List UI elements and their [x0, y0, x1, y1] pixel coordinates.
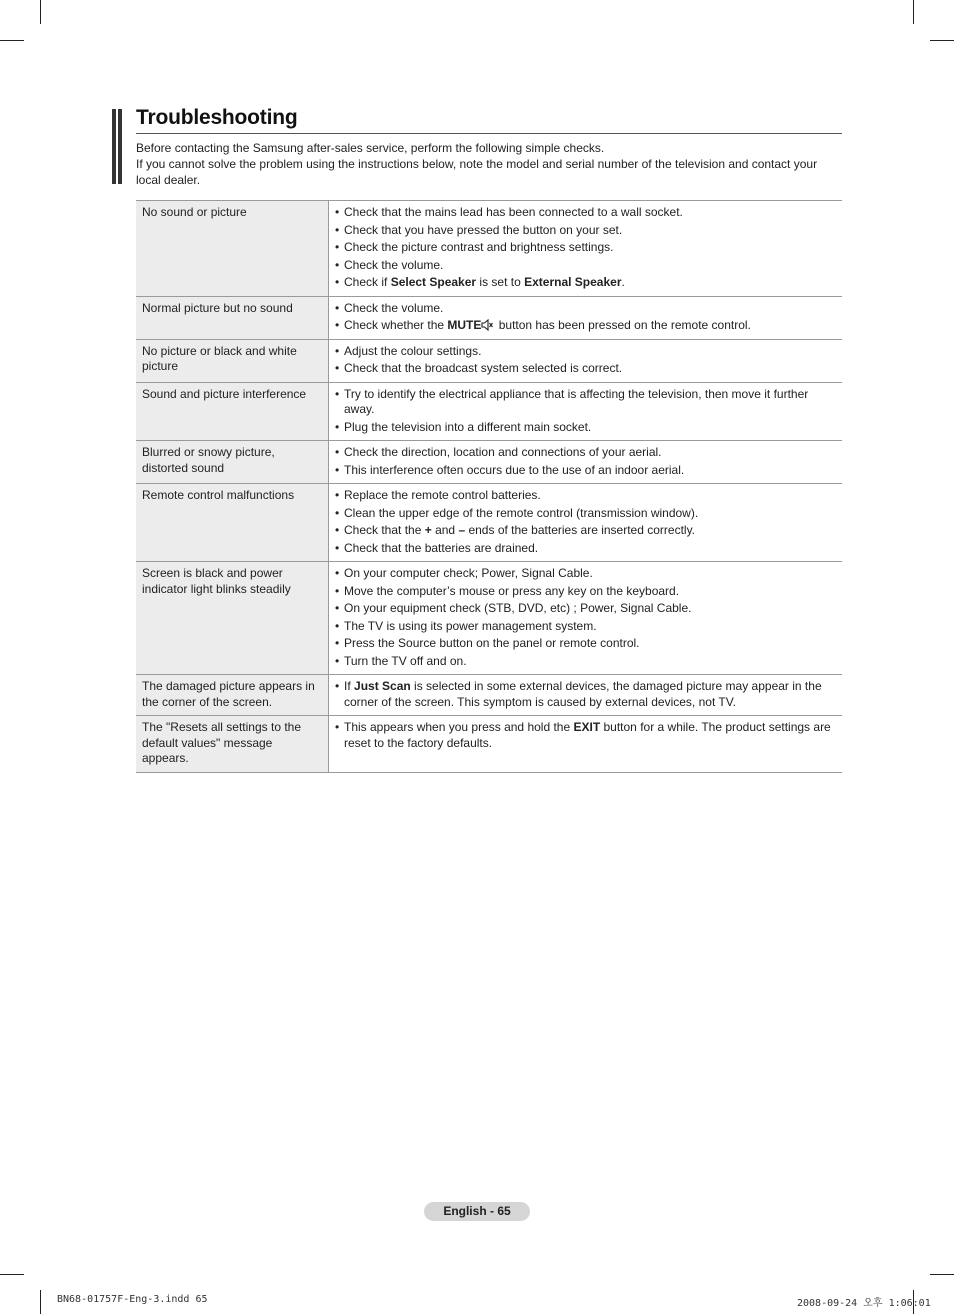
crop-mark — [930, 40, 954, 41]
problem-cell: No sound or picture — [136, 201, 329, 297]
solution-cell — [329, 339, 843, 382]
solution-item: • Check the volume. — [335, 258, 836, 274]
solution-item: • Check that the broadcast system selected is correct. — [335, 361, 836, 377]
solution-item: • This appears when you press and hold the EXIT button for a while. The product settings are reset to the factory defaults. — [335, 720, 836, 751]
solution-item: • If Just Scan is selected in some external devices, the damaged picture may appear in the corner of the screen. This symptom is caused by external devices, not TV. — [335, 679, 836, 710]
table-row — [136, 562, 842, 675]
solution-item: • Clean the upper edge of the remote control (transmission window). — [335, 506, 836, 522]
crop-mark — [913, 0, 914, 24]
table-row — [136, 296, 842, 339]
solution-item: • On your computer check; Power, Signal Cable. — [335, 566, 836, 582]
table-row — [136, 675, 842, 716]
crop-mark — [0, 1274, 24, 1275]
problem-cell: Screen is black and power indicator light blinks steadily — [136, 562, 329, 675]
solution-cell — [329, 562, 843, 675]
solution-item: • The TV is using its power management system. — [335, 619, 836, 635]
problem-cell: Blurred or snowy picture, distorted sound — [136, 441, 329, 484]
solution-item: • Move the computer’s mouse or press any key on the keyboard. — [335, 584, 836, 600]
mute-icon — [481, 319, 494, 331]
title-divider — [136, 133, 842, 134]
solution-list — [335, 445, 836, 478]
solution-list — [335, 387, 836, 436]
table-row — [136, 201, 842, 297]
table-row — [136, 339, 842, 382]
problem-cell: Remote control malfunctions — [136, 484, 329, 562]
solution-cell — [329, 716, 843, 773]
solution-list — [335, 679, 836, 710]
solution-item: • Plug the television into a different main socket. — [335, 420, 836, 436]
solution-list — [335, 301, 836, 334]
solution-cell — [329, 201, 843, 297]
print-timestamp: 2008-09-24 오후 1:06:01 — [797, 1298, 931, 1309]
table-row — [136, 382, 842, 441]
solution-item: • Turn the TV off and on. — [335, 654, 836, 670]
solution-list — [335, 344, 836, 377]
solution-cell — [329, 441, 843, 484]
solution-item: • Check the picture contrast and brightness settings. — [335, 240, 836, 256]
problem-cell: The "Resets all settings to the default values" message appears. — [136, 716, 329, 773]
solution-item: • Check that the batteries are drained. — [335, 541, 836, 557]
title-decoration — [112, 109, 124, 184]
solution-item: • This interference often occurs due to the use of an indoor aerial. — [335, 463, 836, 479]
problem-cell: Sound and picture interference — [136, 382, 329, 441]
solution-cell — [329, 382, 843, 441]
table-row — [136, 441, 842, 484]
solution-list — [335, 205, 836, 291]
solution-item: • Check whether the MUTE button has been pressed on the remote control. — [335, 318, 836, 334]
solution-item: • Check that you have pressed the button on your set. — [335, 223, 836, 239]
solution-cell — [329, 484, 843, 562]
table-row — [136, 716, 842, 773]
solution-item: • Adjust the colour settings. — [335, 344, 836, 360]
solution-list — [335, 566, 836, 669]
crop-mark — [930, 1274, 954, 1275]
solution-item: • On your equipment check (STB, DVD, etc) ; Power, Signal Cable. — [335, 601, 836, 617]
crop-mark — [40, 1290, 41, 1314]
file-info: BN68-01757F-Eng-3.indd 65 — [57, 1294, 208, 1305]
solution-item: • Replace the remote control batteries. — [335, 488, 836, 504]
solution-item: • Check that the mains lead has been connected to a wall socket. — [335, 205, 836, 221]
solution-item: • Check if Select Speaker is set to External Speaker. — [335, 275, 836, 291]
solution-item: • Check that the + and – ends of the batteries are inserted correctly. — [335, 523, 836, 539]
table-row — [136, 484, 842, 562]
solution-item: • Check the volume. — [335, 301, 836, 317]
solution-list — [335, 488, 836, 556]
solution-item: • Check the direction, location and connections of your aerial. — [335, 445, 836, 461]
troubleshooting-table — [136, 200, 842, 773]
solution-cell — [329, 296, 843, 339]
intro-text — [136, 140, 842, 188]
crop-mark — [0, 40, 24, 41]
intro-paragraph: If you cannot solve the problem using the instructions below, note the model and serial number of the television and contact your local dealer. — [136, 157, 818, 187]
intro-paragraph: Before contacting the Samsung after-sales service, perform the following simple checks. — [136, 141, 605, 155]
crop-mark — [40, 0, 41, 24]
solution-item: • Press the Source button on the panel or remote control. — [335, 636, 836, 652]
solution-item: • Try to identify the electrical appliance that is affecting the television, then move it further away. — [335, 387, 836, 418]
problem-cell: No picture or black and white picture — [136, 339, 329, 382]
page-number-badge: English - 65 — [424, 1202, 530, 1221]
problem-cell: Normal picture but no sound — [136, 296, 329, 339]
page-title: Troubleshooting — [136, 106, 298, 129]
solution-cell — [329, 675, 843, 716]
solution-list — [335, 720, 836, 751]
problem-cell: The damaged picture appears in the corner of the screen. — [136, 675, 329, 716]
